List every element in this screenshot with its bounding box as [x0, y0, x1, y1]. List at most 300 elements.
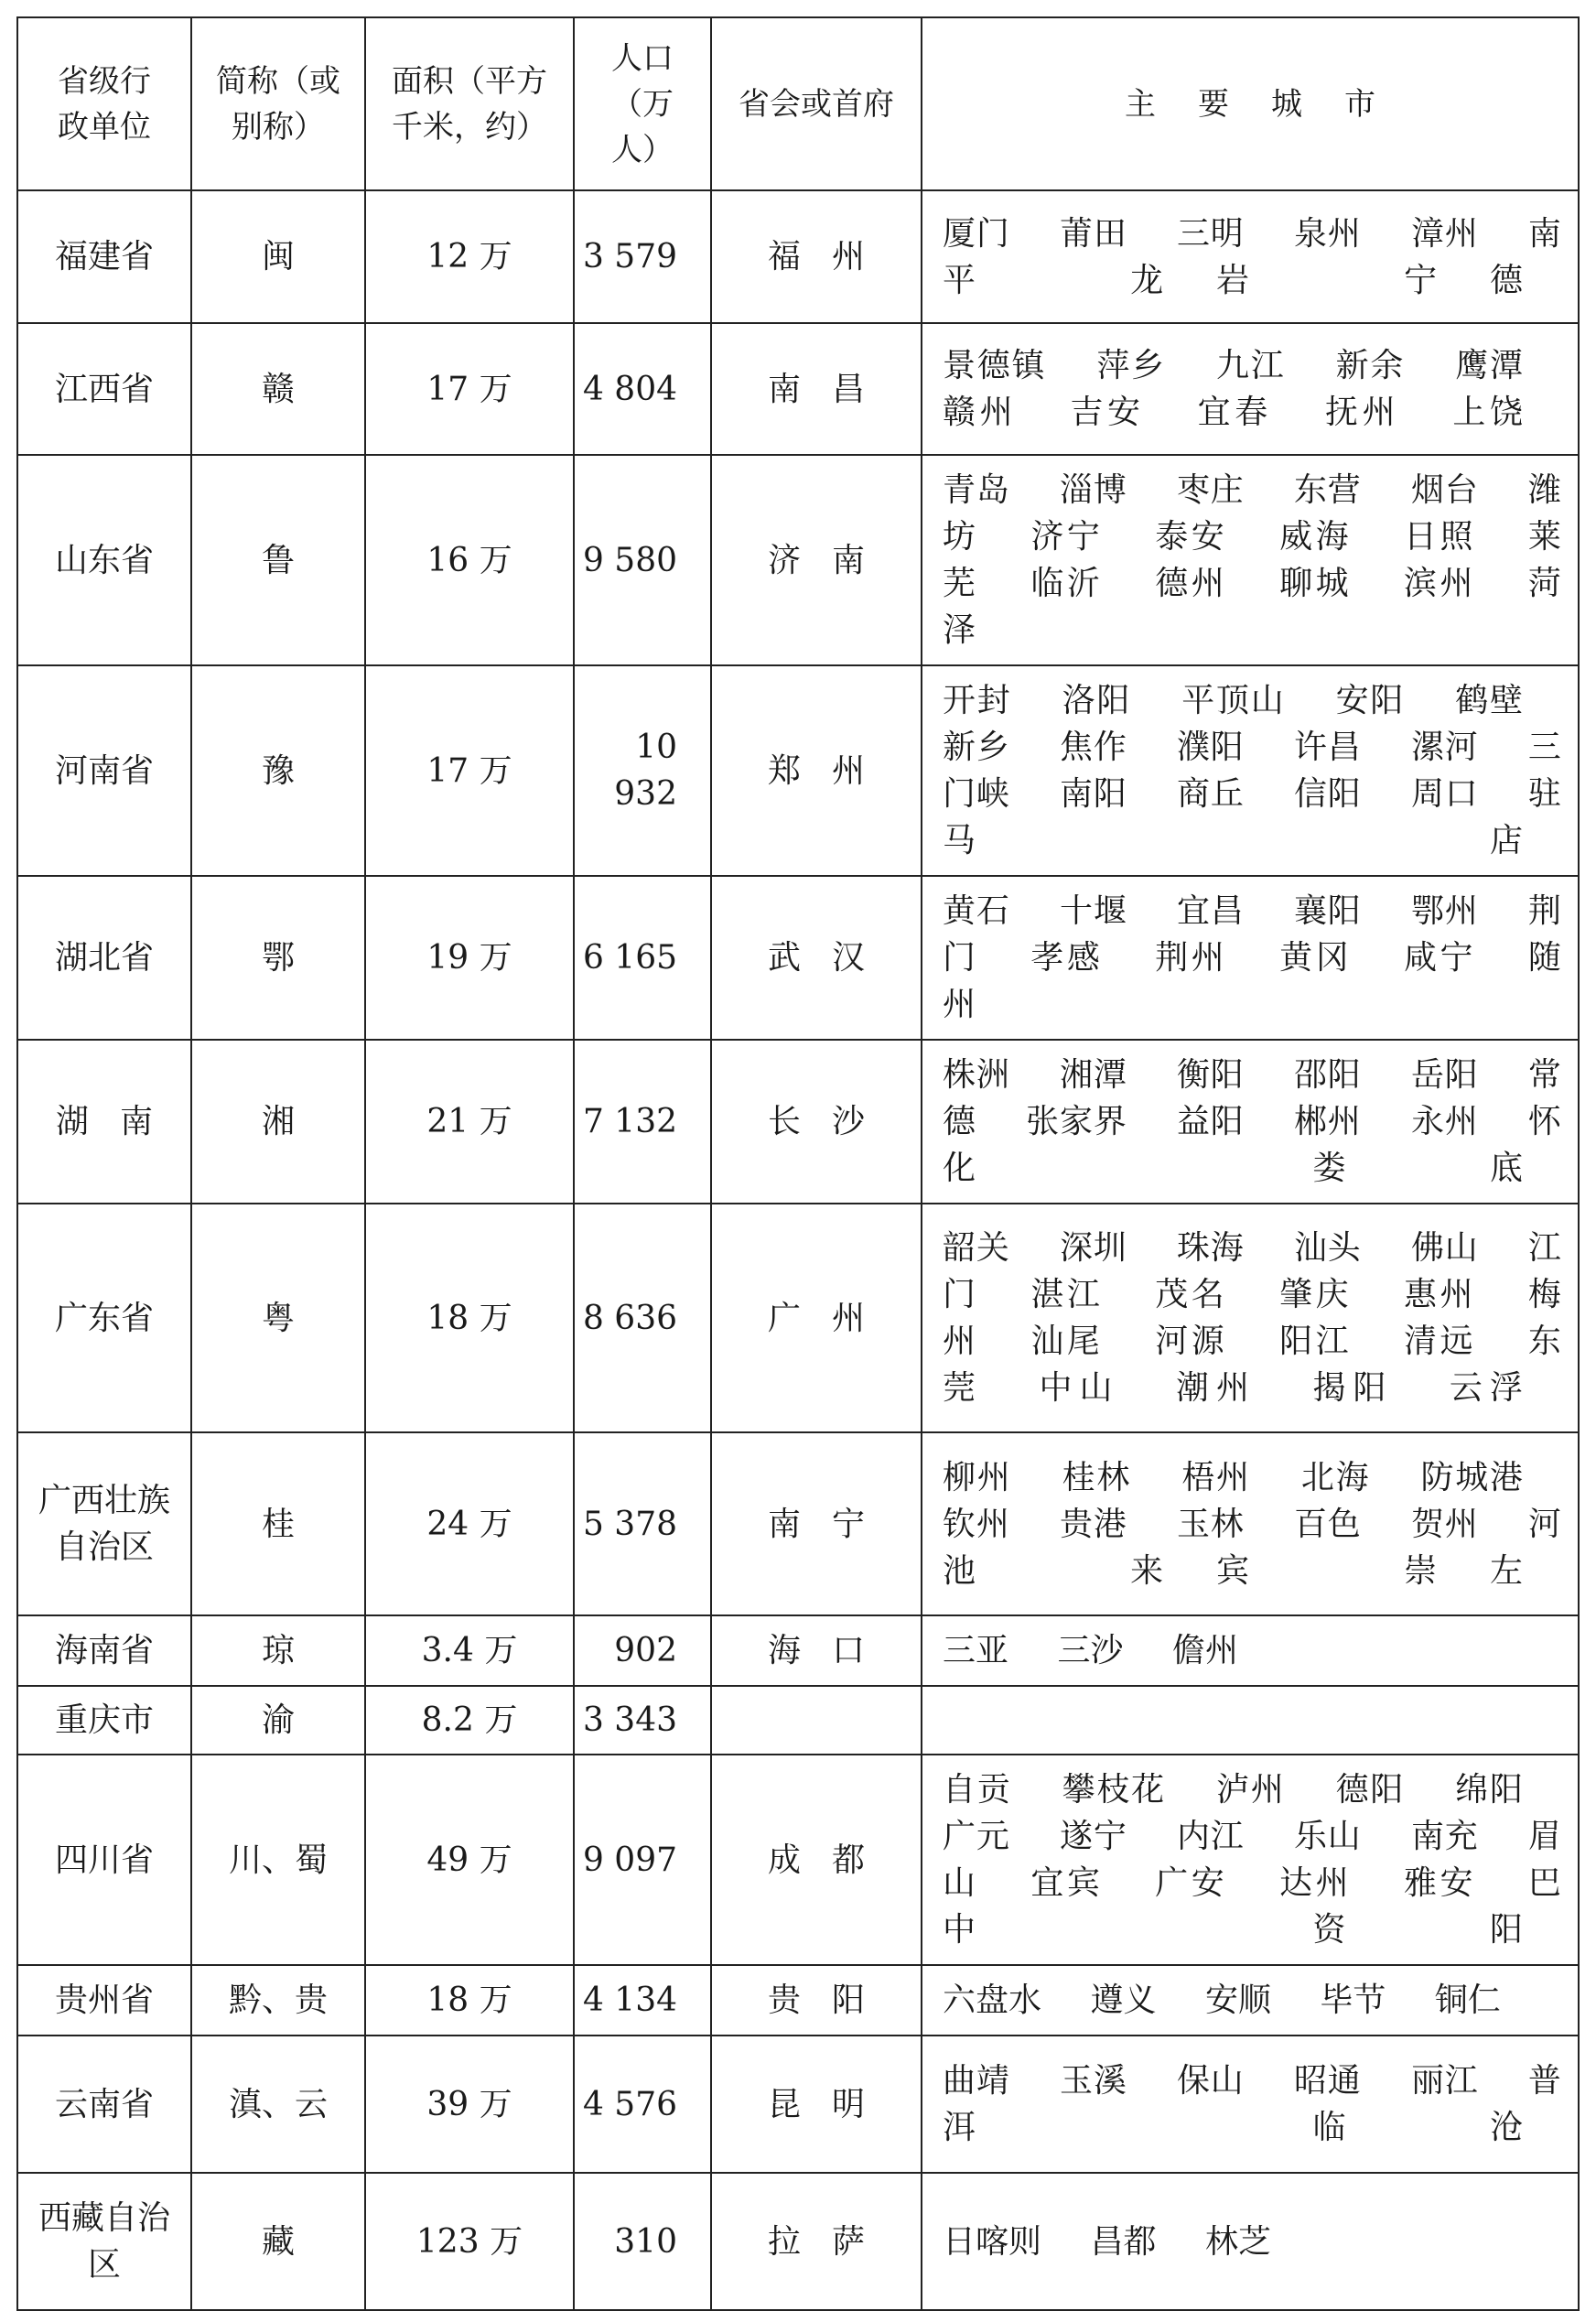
city-name: 临沂	[1030, 565, 1104, 602]
table-row	[17, 1204, 1579, 1432]
province-cell-text: 山东省	[54, 541, 154, 579]
city-name: 六盘水	[943, 1982, 1042, 2019]
abbr-cell	[191, 323, 365, 455]
capital-cell-text: 贵阳	[767, 1982, 896, 2019]
area-cell-text: 39 万	[426, 2085, 512, 2123]
table-row	[17, 876, 1579, 1040]
city-name: 黄石	[943, 892, 1010, 930]
city-name: 珠海	[1176, 1229, 1245, 1267]
city-name: 乐山	[1293, 1818, 1362, 1855]
city-name: 惠州	[1404, 1276, 1476, 1313]
city-name: 攀枝花	[1062, 1771, 1166, 1809]
city-name: 德州	[1155, 565, 1228, 602]
table-row	[17, 190, 1579, 323]
city-name: 来宾	[1130, 1551, 1302, 1590]
province-cell-text: 广西壮族自治区	[38, 1482, 170, 1566]
abbr-cell	[191, 1965, 365, 2036]
population-cell	[574, 455, 711, 665]
city-name: 娄底	[1312, 1150, 1523, 1187]
area-cell-text: 123 万	[415, 2222, 523, 2261]
city-name: 潮州	[1175, 1369, 1256, 1407]
province-cell-text: 湖北省	[54, 939, 154, 977]
city-name: 赣州	[943, 394, 1018, 431]
city-name: 日喀则	[943, 2222, 1042, 2261]
city-name: 抚州	[1324, 394, 1400, 431]
capital-cell	[711, 2173, 922, 2310]
city-name: 毕节	[1320, 1982, 1386, 2019]
city-name: 百色	[1293, 1505, 1362, 1543]
header-cities	[922, 17, 1579, 190]
header-abbr	[191, 17, 365, 190]
capital-cell	[711, 1432, 922, 1615]
area-cell	[365, 2036, 574, 2173]
table-row	[17, 455, 1579, 665]
population-cell-text: 4 134	[582, 1982, 677, 2019]
abbr-cell	[191, 2036, 365, 2173]
city-name: 德阳	[1335, 1771, 1406, 1809]
abbr-cell	[191, 1432, 365, 1615]
city-name: 巴中	[943, 1864, 1561, 1949]
cities-cell	[922, 2173, 1579, 2310]
abbr-cell-text: 闽	[261, 238, 295, 275]
city-name: 临沧	[1312, 2109, 1523, 2146]
population-cell-text: 4 576	[582, 2085, 677, 2123]
city-name: 永州	[1410, 1103, 1479, 1140]
city-name: 儋州	[1171, 1632, 1238, 1669]
city-name: 宜春	[1197, 394, 1272, 431]
city-name: 遵义	[1090, 1982, 1157, 2019]
city-name: 衡阳	[1176, 1056, 1245, 1094]
abbr-cell-text: 湘	[261, 1103, 295, 1140]
city-name: 随州	[943, 939, 1561, 1023]
population-cell	[574, 2036, 711, 2173]
province-cell	[17, 665, 191, 876]
city-name: 汕尾	[1030, 1323, 1104, 1360]
cities-cell	[922, 1965, 1579, 2036]
population-cell-text: 10 932	[614, 729, 677, 813]
capital-cell	[711, 1204, 922, 1432]
city-name: 莱芜	[943, 518, 1561, 602]
area-cell-text: 3.4 万	[421, 1632, 518, 1669]
area-cell-text: 49 万	[426, 1841, 512, 1879]
abbr-cell-text: 粤	[261, 1299, 295, 1337]
city-name: 聊城	[1279, 565, 1353, 602]
area-cell	[365, 1204, 574, 1432]
capital-cell-text: 福州	[767, 238, 896, 275]
capital-cell	[711, 1040, 922, 1204]
city-name: 新余	[1335, 347, 1406, 384]
population-cell	[574, 323, 711, 455]
province-cell	[17, 1686, 191, 1755]
province-cell	[17, 1615, 191, 1686]
capital-cell-text: 昆明	[767, 2085, 896, 2123]
city-name: 岳阳	[1410, 1056, 1479, 1094]
city-name: 开封	[943, 682, 1012, 719]
abbr-cell-text: 琼	[261, 1632, 295, 1669]
city-name: 遂宁	[1059, 1818, 1127, 1855]
capital-cell	[711, 1965, 922, 2036]
city-name: 南充	[1410, 1818, 1479, 1855]
city-name: 莆田	[1059, 214, 1127, 253]
population-cell	[574, 1965, 711, 2036]
city-name: 枣庄	[1176, 471, 1245, 509]
abbr-cell-text: 川、蜀	[228, 1841, 328, 1879]
province-cell-text: 云南省	[54, 2085, 154, 2123]
area-cell	[365, 455, 574, 665]
area-cell	[365, 1965, 574, 2036]
header-area	[365, 17, 574, 190]
city-name: 丽江	[1410, 2062, 1479, 2100]
table-row	[17, 665, 1579, 876]
province-cell-text: 福建省	[54, 238, 154, 275]
city-name: 玉溪	[1059, 2062, 1127, 2100]
area-cell	[365, 1432, 574, 1615]
capital-cell-text: 南宁	[767, 1505, 896, 1543]
cities-cell	[922, 1040, 1579, 1204]
population-cell	[574, 190, 711, 323]
city-name: 崇左	[1404, 1551, 1523, 1590]
population-cell	[574, 1755, 711, 1965]
cities-cell	[922, 455, 1579, 665]
city-name: 萍乡	[1096, 347, 1166, 384]
abbr-cell-text: 滇、云	[228, 2085, 328, 2123]
header-capital	[711, 17, 922, 190]
header-cities-text: 主要城市	[1125, 85, 1418, 123]
province-cell-text: 贵州省	[54, 1982, 154, 2019]
city-name: 荆州	[1155, 939, 1228, 977]
area-cell	[365, 665, 574, 876]
city-name: 漯河	[1410, 729, 1479, 766]
area-cell	[365, 1686, 574, 1755]
city-name: 周口	[1410, 775, 1479, 813]
capital-cell	[711, 323, 922, 455]
abbr-cell	[191, 1615, 365, 1686]
city-name: 安阳	[1335, 682, 1406, 719]
city-name: 咸宁	[1404, 939, 1476, 977]
city-name: 信阳	[1293, 775, 1362, 813]
cities-cell	[922, 1686, 1579, 1755]
cities-cell	[922, 876, 1579, 1040]
city-name: 郴州	[1293, 1103, 1362, 1140]
city-name: 湘潭	[1059, 1056, 1127, 1094]
city-name: 林芝	[1204, 2222, 1271, 2261]
city-name: 玉林	[1176, 1505, 1245, 1543]
abbr-cell-text: 桂	[261, 1505, 295, 1543]
province-cell	[17, 1432, 191, 1615]
area-cell-text: 16 万	[426, 541, 512, 579]
population-cell-text: 8 636	[582, 1299, 677, 1337]
population-cell-text: 310	[614, 2222, 677, 2261]
city-name: 龙岩	[1130, 261, 1302, 299]
population-cell-text: 6 165	[582, 939, 677, 977]
city-name: 三亚	[943, 1632, 1009, 1669]
abbr-cell-text: 豫	[261, 751, 295, 790]
city-name: 桂林	[1062, 1458, 1132, 1496]
capital-cell	[711, 190, 922, 323]
city-name: 南平	[943, 214, 1561, 299]
province-cell	[17, 455, 191, 665]
table-row	[17, 1040, 1579, 1204]
population-cell	[574, 1040, 711, 1204]
area-cell	[365, 2173, 574, 2310]
city-name: 滨州	[1404, 565, 1476, 602]
area-cell-text: 17 万	[426, 751, 512, 790]
area-cell-text: 24 万	[426, 1505, 512, 1543]
city-name: 黄冈	[1279, 939, 1353, 977]
city-name: 襄阳	[1293, 892, 1362, 930]
area-cell	[365, 1615, 574, 1686]
area-cell	[365, 1755, 574, 1965]
city-name: 宜昌	[1176, 892, 1245, 930]
area-cell	[365, 190, 574, 323]
province-cell	[17, 1040, 191, 1204]
area-cell-text: 18 万	[426, 1299, 512, 1337]
city-name: 威海	[1279, 518, 1353, 556]
population-cell	[574, 1615, 711, 1686]
city-name: 昌都	[1090, 2222, 1157, 2261]
city-name: 商丘	[1176, 775, 1245, 813]
province-cell	[17, 2173, 191, 2310]
area-cell-text: 17 万	[426, 370, 512, 408]
capital-cell	[711, 1686, 922, 1755]
city-name: 泰安	[1155, 518, 1228, 556]
table-row	[17, 2173, 1579, 2310]
abbr-cell	[191, 1040, 365, 1204]
abbr-cell	[191, 1204, 365, 1432]
population-cell-text: 3 343	[582, 1701, 677, 1739]
city-name: 张家界	[1026, 1103, 1127, 1140]
header-capital-text: 省会或首府	[739, 85, 894, 123]
province-cell	[17, 2036, 191, 2173]
header-province-text: 省级行政单位	[58, 62, 151, 146]
city-name: 株洲	[943, 1056, 1010, 1094]
abbr-cell	[191, 2173, 365, 2310]
table-row	[17, 1615, 1579, 1686]
population-cell	[574, 1432, 711, 1615]
capital-cell	[711, 455, 922, 665]
abbr-cell-text: 黔、贵	[228, 1982, 328, 2019]
city-name: 焦作	[1059, 729, 1127, 766]
city-name: 邵阳	[1293, 1056, 1362, 1094]
city-name: 自贡	[943, 1771, 1012, 1809]
province-cell-text: 西藏自治区	[38, 2199, 170, 2284]
population-cell-text: 5 378	[582, 1505, 677, 1543]
city-name: 防城港	[1420, 1458, 1523, 1496]
abbr-cell	[191, 1686, 365, 1755]
province-cell-text: 四川省	[54, 1841, 154, 1879]
cities-cell	[922, 323, 1579, 455]
city-name: 怀化	[943, 1103, 1561, 1187]
table-row	[17, 323, 1579, 455]
province-cell	[17, 190, 191, 323]
city-name: 汕头	[1293, 1229, 1362, 1267]
city-name: 三门峡	[943, 729, 1561, 813]
capital-cell	[711, 665, 922, 876]
province-cell	[17, 1204, 191, 1432]
province-cell	[17, 1965, 191, 2036]
city-name: 昭通	[1293, 2062, 1362, 2100]
city-name: 常德	[943, 1056, 1561, 1140]
province-cell-text: 河南省	[54, 751, 154, 790]
city-name: 三沙	[1057, 1632, 1124, 1669]
city-name: 保山	[1176, 2062, 1245, 2100]
city-name: 资阳	[1312, 1911, 1523, 1949]
city-name: 南阳	[1059, 775, 1127, 813]
city-name: 雅安	[1404, 1864, 1476, 1902]
city-name: 钦州	[943, 1505, 1010, 1543]
abbr-cell	[191, 455, 365, 665]
city-name: 东营	[1293, 471, 1362, 509]
city-name: 肇庆	[1279, 1276, 1353, 1313]
city-name: 益阳	[1176, 1103, 1245, 1140]
city-name: 贵港	[1059, 1505, 1127, 1543]
city-name: 九江	[1215, 347, 1286, 384]
city-name: 菏泽	[943, 565, 1561, 649]
city-name: 孝感	[1030, 939, 1104, 977]
population-cell-text: 7 132	[582, 1103, 677, 1140]
province-cell-text: 广东省	[54, 1299, 154, 1337]
province-cell-text: 海南省	[54, 1632, 154, 1669]
city-name: 泸州	[1215, 1771, 1286, 1809]
capital-cell	[711, 876, 922, 1040]
table-row	[17, 2036, 1579, 2173]
city-name: 梅州	[943, 1276, 1561, 1360]
city-name: 景德镇	[943, 347, 1047, 384]
abbr-cell-text: 鄂	[261, 939, 295, 977]
population-cell	[574, 876, 711, 1040]
population-cell	[574, 2173, 711, 2310]
header-population-text: 人口（万人）	[611, 39, 674, 168]
city-name: 漳州	[1410, 214, 1479, 253]
city-name: 日照	[1404, 518, 1476, 556]
city-name: 深圳	[1059, 1229, 1127, 1267]
header-area-text: 面积（平方千米，约）	[392, 62, 547, 146]
capital-cell-text: 南昌	[767, 370, 896, 408]
city-name: 河源	[1155, 1323, 1228, 1360]
city-name: 中山	[1039, 1369, 1120, 1407]
city-name: 宁德	[1404, 261, 1523, 299]
cities-cell	[922, 665, 1579, 876]
population-cell-text: 902	[614, 1632, 677, 1669]
abbr-cell	[191, 1755, 365, 1965]
city-name: 曲靖	[943, 2062, 1010, 2100]
city-name: 佛山	[1410, 1229, 1479, 1267]
abbr-cell-text: 赣	[261, 370, 295, 408]
city-name: 洛阳	[1062, 682, 1132, 719]
city-name: 柳州	[943, 1458, 1012, 1496]
city-name: 新乡	[943, 729, 1010, 766]
area-cell-text: 8.2 万	[421, 1701, 518, 1739]
table-row	[17, 1432, 1579, 1615]
city-name: 三明	[1176, 214, 1245, 253]
city-name: 清远	[1404, 1323, 1476, 1360]
province-cell	[17, 876, 191, 1040]
population-cell-text: 3 579	[582, 238, 677, 275]
population-cell	[574, 1686, 711, 1755]
city-name: 宜宾	[1030, 1864, 1104, 1902]
city-name: 许昌	[1293, 729, 1362, 766]
area-cell	[365, 876, 574, 1040]
table-row	[17, 1686, 1579, 1755]
table-row	[17, 1755, 1579, 1965]
header-row	[17, 17, 1579, 190]
city-name: 鹰潭	[1455, 347, 1523, 384]
city-name: 濮阳	[1176, 729, 1245, 766]
city-name: 湛江	[1030, 1276, 1104, 1313]
table-body	[17, 190, 1579, 2310]
city-name: 青岛	[943, 471, 1010, 509]
city-name: 茂名	[1155, 1276, 1228, 1313]
city-name: 铜仁	[1434, 1982, 1501, 2019]
city-name: 安顺	[1204, 1982, 1271, 2019]
abbr-cell-text: 藏	[261, 2222, 295, 2261]
city-name: 泉州	[1293, 214, 1362, 253]
abbr-cell	[191, 190, 365, 323]
city-name: 普洱	[943, 2062, 1561, 2146]
area-cell-text: 21 万	[426, 1103, 512, 1140]
abbr-cell-text: 渝	[261, 1701, 295, 1739]
city-name: 吉安	[1070, 394, 1145, 431]
city-name: 河池	[943, 1505, 1561, 1590]
province-cell	[17, 1755, 191, 1965]
capital-cell-text: 济南	[767, 541, 896, 579]
city-name: 鄂州	[1410, 892, 1479, 930]
city-name: 内江	[1176, 1818, 1245, 1855]
area-cell	[365, 323, 574, 455]
table-row	[17, 1965, 1579, 2036]
area-cell	[365, 1040, 574, 1204]
capital-cell-text: 拉萨	[767, 2222, 896, 2261]
city-name: 北海	[1300, 1458, 1371, 1496]
city-name: 广安	[1155, 1864, 1228, 1902]
cities-cell	[922, 1755, 1579, 1965]
city-name: 驻马店	[943, 775, 1561, 859]
population-cell	[574, 1204, 711, 1432]
header-population	[574, 17, 711, 190]
city-name: 十堰	[1059, 892, 1127, 930]
city-name: 绵阳	[1455, 1771, 1523, 1809]
city-name: 济宁	[1030, 518, 1104, 556]
population-cell	[574, 665, 711, 876]
cities-cell	[922, 1432, 1579, 1615]
city-name: 鹤壁	[1455, 682, 1523, 719]
header-province	[17, 17, 191, 190]
province-cell-text: 湖南	[55, 1103, 184, 1140]
province-table	[16, 16, 1580, 2311]
population-cell-text: 9 580	[582, 541, 677, 579]
province-table-sheet	[16, 16, 1578, 2311]
city-name: 东莞	[943, 1323, 1561, 1407]
abbr-cell	[191, 665, 365, 876]
capital-cell-text: 长沙	[767, 1103, 896, 1140]
city-name: 平顶山	[1181, 682, 1286, 719]
city-name: 烟台	[1410, 471, 1479, 509]
city-name: 上饶	[1452, 394, 1523, 431]
city-name: 淄博	[1059, 471, 1127, 509]
header-abbr-text: 简称（或别称）	[216, 62, 340, 146]
capital-cell-text: 海口	[767, 1632, 896, 1669]
city-name: 荆门	[943, 892, 1561, 977]
city-name: 广元	[943, 1818, 1010, 1855]
cities-cell	[922, 1615, 1579, 1686]
province-cell-text: 江西省	[54, 370, 154, 408]
city-name: 达州	[1279, 1864, 1353, 1902]
province-cell	[17, 323, 191, 455]
city-name: 韶关	[943, 1229, 1010, 1267]
city-name: 贺州	[1410, 1505, 1479, 1543]
capital-cell-text: 郑州	[767, 751, 896, 790]
cities-cell	[922, 2036, 1579, 2173]
